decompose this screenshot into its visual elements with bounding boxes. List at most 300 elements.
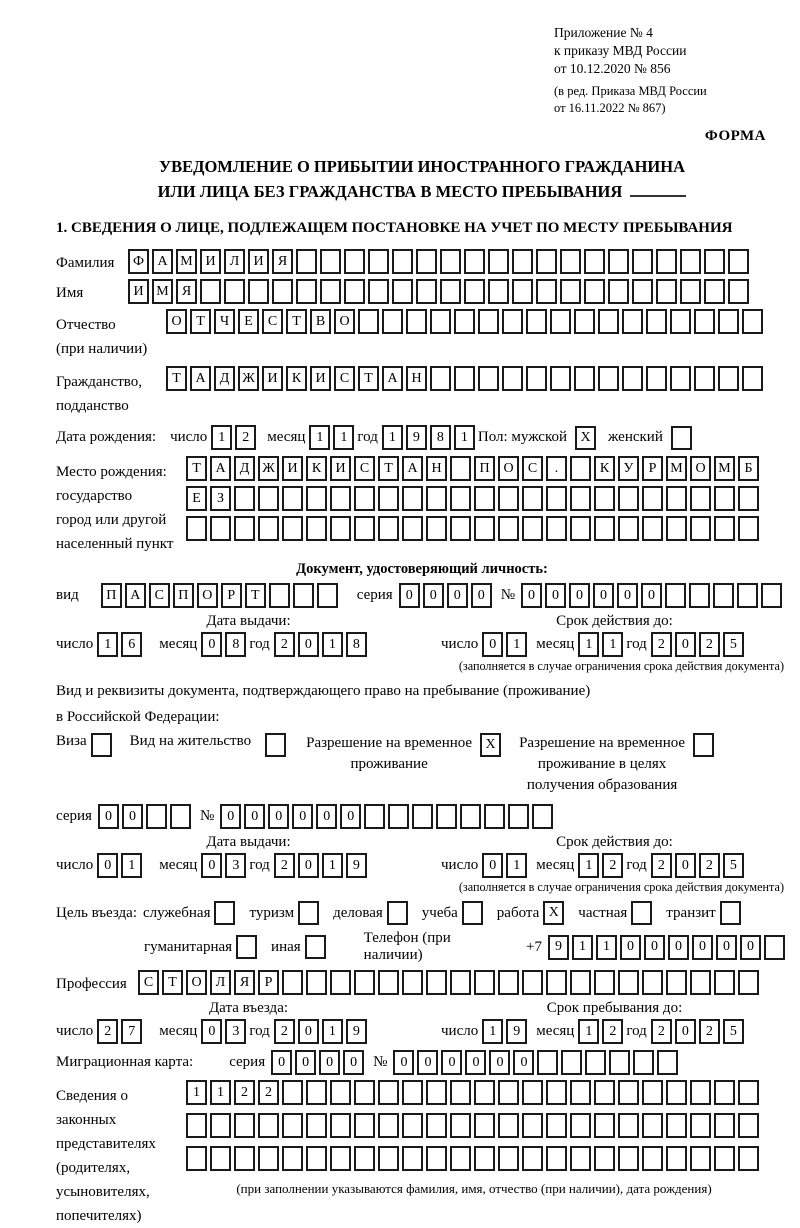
char-cell[interactable]: 0 [268,804,289,829]
char-cell[interactable]: Ж [258,456,279,481]
char-cell[interactable] [416,279,437,304]
char-cell[interactable] [570,970,591,995]
char-cell[interactable]: 2 [274,853,295,878]
char-cell[interactable] [728,249,749,274]
char-cell[interactable] [170,804,191,829]
char-cell[interactable] [498,1113,519,1138]
char-cell[interactable]: А [402,456,423,481]
char-cell[interactable] [618,516,639,541]
char-cell[interactable]: 0 [692,935,713,960]
char-cell[interactable]: 0 [482,853,503,878]
char-cell[interactable] [146,804,167,829]
char-cell[interactable] [293,583,314,608]
char-cell[interactable]: 0 [675,1019,696,1044]
char-cell[interactable]: Д [214,366,235,391]
char-cell[interactable]: Я [176,279,197,304]
char-cell[interactable]: М [666,456,687,481]
char-cell[interactable] [306,1113,327,1138]
char-cell[interactable] [584,279,605,304]
char-cell[interactable]: 0 [417,1050,438,1075]
char-cell[interactable] [200,279,221,304]
char-cell[interactable]: О [197,583,218,608]
char-cell[interactable] [570,456,591,481]
char-cell[interactable] [622,309,643,334]
char-cell[interactable]: 2 [651,1019,672,1044]
purpose-turizm-checkbox[interactable] [298,901,319,925]
char-cell[interactable]: 2 [699,632,720,657]
char-cell[interactable]: А [210,456,231,481]
char-cell[interactable] [488,279,509,304]
char-cell[interactable] [642,1146,663,1171]
char-cell[interactable]: Л [210,970,231,995]
char-cell[interactable]: М [714,456,735,481]
char-cell[interactable]: 0 [620,935,641,960]
char-cell[interactable] [282,516,303,541]
temp-permit-checkbox[interactable]: X [480,733,501,757]
char-cell[interactable] [570,516,591,541]
char-cell[interactable] [344,279,365,304]
char-cell[interactable]: 1 [578,853,599,878]
char-cell[interactable]: 0 [513,1050,534,1075]
char-cell[interactable] [713,583,734,608]
char-cell[interactable] [402,1113,423,1138]
char-cell[interactable] [550,366,571,391]
char-cell[interactable]: 1 [322,632,343,657]
char-cell[interactable]: Т [286,309,307,334]
char-cell[interactable]: К [594,456,615,481]
char-cell[interactable] [522,1113,543,1138]
char-cell[interactable] [536,249,557,274]
char-cell[interactable] [478,366,499,391]
char-cell[interactable] [464,279,485,304]
char-cell[interactable] [666,486,687,511]
char-cell[interactable] [296,279,317,304]
char-cell[interactable] [690,970,711,995]
char-cell[interactable]: Т [166,366,187,391]
char-cell[interactable] [354,970,375,995]
char-cell[interactable] [344,249,365,274]
char-cell[interactable] [632,249,653,274]
char-cell[interactable] [330,1146,351,1171]
char-cell[interactable] [585,1050,606,1075]
char-cell[interactable]: Е [238,309,259,334]
char-cell[interactable]: 2 [258,1080,279,1105]
char-cell[interactable]: Б [738,456,759,481]
char-cell[interactable]: 1 [322,1019,343,1044]
char-cell[interactable]: Я [272,249,293,274]
char-cell[interactable] [522,1146,543,1171]
char-cell[interactable] [738,970,759,995]
char-cell[interactable] [764,935,785,960]
char-cell[interactable] [317,583,338,608]
char-cell[interactable] [594,1113,615,1138]
char-cell[interactable]: У [618,456,639,481]
char-cell[interactable] [570,1146,591,1171]
char-cell[interactable] [320,279,341,304]
char-cell[interactable]: 0 [716,935,737,960]
char-cell[interactable]: П [101,583,122,608]
char-cell[interactable] [378,1080,399,1105]
char-cell[interactable] [666,970,687,995]
char-cell[interactable]: 5 [723,632,744,657]
char-cell[interactable] [718,366,739,391]
char-cell[interactable]: 0 [98,804,119,829]
char-cell[interactable] [186,1146,207,1171]
char-cell[interactable] [502,309,523,334]
char-cell[interactable] [714,1146,735,1171]
char-cell[interactable] [488,249,509,274]
char-cell[interactable]: 6 [121,632,142,657]
char-cell[interactable] [656,249,677,274]
char-cell[interactable] [454,366,475,391]
char-cell[interactable] [430,309,451,334]
char-cell[interactable] [306,486,327,511]
char-cell[interactable] [502,366,523,391]
char-cell[interactable] [440,249,461,274]
char-cell[interactable]: 2 [274,632,295,657]
char-cell[interactable]: 0 [447,583,468,608]
char-cell[interactable]: С [522,456,543,481]
char-cell[interactable] [609,1050,630,1075]
char-cell[interactable] [618,1146,639,1171]
char-cell[interactable]: А [125,583,146,608]
char-cell[interactable] [388,804,409,829]
char-cell[interactable]: 2 [699,1019,720,1044]
char-cell[interactable] [608,249,629,274]
char-cell[interactable]: 0 [201,853,222,878]
char-cell[interactable]: 1 [482,1019,503,1044]
char-cell[interactable] [406,309,427,334]
char-cell[interactable] [714,1080,735,1105]
char-cell[interactable] [474,486,495,511]
char-cell[interactable] [498,486,519,511]
char-cell[interactable] [354,486,375,511]
char-cell[interactable] [642,486,663,511]
char-cell[interactable]: Ч [214,309,235,334]
purpose-rabota-checkbox[interactable]: X [543,901,564,925]
char-cell[interactable] [330,1080,351,1105]
char-cell[interactable]: Д [234,456,255,481]
char-cell[interactable]: 0 [97,853,118,878]
char-cell[interactable]: Т [162,970,183,995]
char-cell[interactable] [546,1146,567,1171]
char-cell[interactable] [354,1080,375,1105]
char-cell[interactable] [306,970,327,995]
char-cell[interactable]: 0 [641,583,662,608]
char-cell[interactable] [258,1146,279,1171]
char-cell[interactable] [354,516,375,541]
char-cell[interactable]: С [262,309,283,334]
char-cell[interactable] [680,249,701,274]
char-cell[interactable] [537,1050,558,1075]
char-cell[interactable] [402,516,423,541]
char-cell[interactable] [258,1113,279,1138]
char-cell[interactable]: 1 [596,935,617,960]
char-cell[interactable] [738,486,759,511]
char-cell[interactable] [738,1146,759,1171]
char-cell[interactable] [224,279,245,304]
char-cell[interactable]: 8 [225,632,246,657]
char-cell[interactable] [460,804,481,829]
char-cell[interactable] [742,366,763,391]
char-cell[interactable]: Е [186,486,207,511]
char-cell[interactable] [666,516,687,541]
char-cell[interactable] [550,309,571,334]
char-cell[interactable] [474,1146,495,1171]
char-cell[interactable]: 0 [569,583,590,608]
char-cell[interactable] [526,366,547,391]
char-cell[interactable]: 9 [506,1019,527,1044]
char-cell[interactable] [546,1080,567,1105]
char-cell[interactable]: 1 [506,853,527,878]
char-cell[interactable] [330,516,351,541]
char-cell[interactable]: . [546,456,567,481]
char-cell[interactable] [738,1113,759,1138]
char-cell[interactable]: 0 [617,583,638,608]
char-cell[interactable]: 1 [97,632,118,657]
char-cell[interactable] [450,486,471,511]
char-cell[interactable]: З [210,486,231,511]
char-cell[interactable] [704,279,725,304]
char-cell[interactable] [570,1113,591,1138]
char-cell[interactable]: 5 [723,1019,744,1044]
char-cell[interactable] [306,1080,327,1105]
char-cell[interactable] [464,249,485,274]
char-cell[interactable]: А [382,366,403,391]
char-cell[interactable] [742,309,763,334]
char-cell[interactable] [714,1113,735,1138]
char-cell[interactable] [761,583,782,608]
char-cell[interactable]: П [474,456,495,481]
char-cell[interactable] [296,249,317,274]
char-cell[interactable] [574,366,595,391]
char-cell[interactable] [454,309,475,334]
char-cell[interactable] [498,970,519,995]
char-cell[interactable] [234,1146,255,1171]
char-cell[interactable]: 0 [298,853,319,878]
char-cell[interactable] [560,279,581,304]
char-cell[interactable] [646,309,667,334]
char-cell[interactable] [402,1080,423,1105]
char-cell[interactable]: 1 [210,1080,231,1105]
char-cell[interactable]: О [498,456,519,481]
char-cell[interactable] [532,804,553,829]
char-cell[interactable]: С [354,456,375,481]
char-cell[interactable] [358,309,379,334]
char-cell[interactable] [354,1146,375,1171]
char-cell[interactable]: Н [406,366,427,391]
char-cell[interactable]: 9 [346,853,367,878]
char-cell[interactable] [546,1113,567,1138]
char-cell[interactable] [646,366,667,391]
char-cell[interactable]: 0 [482,632,503,657]
char-cell[interactable] [474,1113,495,1138]
purpose-ucheba-checkbox[interactable] [462,901,483,925]
char-cell[interactable]: А [152,249,173,274]
char-cell[interactable]: 2 [651,632,672,657]
char-cell[interactable]: 0 [593,583,614,608]
char-cell[interactable]: Р [258,970,279,995]
char-cell[interactable]: 2 [602,1019,623,1044]
char-cell[interactable] [522,1080,543,1105]
char-cell[interactable] [618,486,639,511]
char-cell[interactable]: 1 [309,425,330,450]
char-cell[interactable]: 1 [186,1080,207,1105]
char-cell[interactable]: 8 [430,425,451,450]
char-cell[interactable]: 1 [572,935,593,960]
char-cell[interactable] [728,279,749,304]
char-cell[interactable]: 1 [506,632,527,657]
char-cell[interactable]: 9 [346,1019,367,1044]
char-cell[interactable]: 2 [97,1019,118,1044]
char-cell[interactable] [416,249,437,274]
char-cell[interactable] [570,486,591,511]
char-cell[interactable] [666,1146,687,1171]
char-cell[interactable] [440,279,461,304]
char-cell[interactable] [426,1080,447,1105]
char-cell[interactable]: 0 [319,1050,340,1075]
char-cell[interactable] [694,309,715,334]
char-cell[interactable]: 1 [578,1019,599,1044]
char-cell[interactable] [210,516,231,541]
char-cell[interactable] [450,970,471,995]
char-cell[interactable]: 0 [271,1050,292,1075]
char-cell[interactable] [498,1146,519,1171]
char-cell[interactable]: М [152,279,173,304]
char-cell[interactable] [584,249,605,274]
char-cell[interactable]: 1 [578,632,599,657]
char-cell[interactable]: 0 [675,853,696,878]
char-cell[interactable]: 0 [298,1019,319,1044]
char-cell[interactable] [546,516,567,541]
char-cell[interactable] [598,309,619,334]
char-cell[interactable]: 1 [454,425,475,450]
char-cell[interactable]: 0 [545,583,566,608]
char-cell[interactable] [330,486,351,511]
char-cell[interactable]: Р [221,583,242,608]
char-cell[interactable]: М [176,249,197,274]
char-cell[interactable] [656,279,677,304]
char-cell[interactable]: 0 [316,804,337,829]
char-cell[interactable]: П [173,583,194,608]
char-cell[interactable] [737,583,758,608]
char-cell[interactable] [704,249,725,274]
char-cell[interactable] [498,516,519,541]
char-cell[interactable]: 1 [382,425,403,450]
char-cell[interactable] [210,1146,231,1171]
char-cell[interactable] [642,1080,663,1105]
char-cell[interactable] [426,970,447,995]
char-cell[interactable]: 0 [489,1050,510,1075]
char-cell[interactable]: И [248,249,269,274]
char-cell[interactable] [657,1050,678,1075]
char-cell[interactable]: 0 [399,583,420,608]
char-cell[interactable]: И [128,279,149,304]
char-cell[interactable]: Н [426,456,447,481]
char-cell[interactable]: 5 [723,853,744,878]
char-cell[interactable] [272,279,293,304]
char-cell[interactable] [694,366,715,391]
char-cell[interactable] [378,516,399,541]
char-cell[interactable]: 3 [225,853,246,878]
char-cell[interactable]: 1 [602,632,623,657]
char-cell[interactable]: 0 [220,804,241,829]
char-cell[interactable] [392,279,413,304]
sex-male-checkbox[interactable]: X [575,426,596,450]
char-cell[interactable]: 2 [235,425,256,450]
char-cell[interactable] [282,1146,303,1171]
char-cell[interactable] [594,486,615,511]
char-cell[interactable]: А [190,366,211,391]
char-cell[interactable]: 0 [740,935,761,960]
char-cell[interactable]: И [330,456,351,481]
char-cell[interactable] [426,516,447,541]
char-cell[interactable] [450,1146,471,1171]
char-cell[interactable] [402,1146,423,1171]
char-cell[interactable]: 1 [333,425,354,450]
char-cell[interactable]: 0 [393,1050,414,1075]
char-cell[interactable] [690,486,711,511]
char-cell[interactable]: К [306,456,327,481]
char-cell[interactable] [478,309,499,334]
char-cell[interactable] [665,583,686,608]
char-cell[interactable]: 7 [121,1019,142,1044]
char-cell[interactable] [526,309,547,334]
char-cell[interactable]: 0 [465,1050,486,1075]
visa-checkbox[interactable] [91,733,112,757]
char-cell[interactable] [320,249,341,274]
char-cell[interactable]: 2 [234,1080,255,1105]
char-cell[interactable] [234,486,255,511]
char-cell[interactable] [608,279,629,304]
char-cell[interactable]: 3 [225,1019,246,1044]
char-cell[interactable]: О [166,309,187,334]
purpose-tranzit-checkbox[interactable] [720,901,741,925]
char-cell[interactable] [378,970,399,995]
char-cell[interactable] [690,1113,711,1138]
char-cell[interactable] [618,1113,639,1138]
char-cell[interactable] [680,279,701,304]
edu-permit-checkbox[interactable] [693,733,714,757]
char-cell[interactable] [210,1113,231,1138]
char-cell[interactable]: 0 [343,1050,364,1075]
char-cell[interactable] [330,970,351,995]
char-cell[interactable]: 8 [346,632,367,657]
char-cell[interactable] [450,1113,471,1138]
char-cell[interactable] [633,1050,654,1075]
char-cell[interactable] [522,516,543,541]
char-cell[interactable]: 2 [274,1019,295,1044]
char-cell[interactable]: 9 [548,935,569,960]
char-cell[interactable] [234,1113,255,1138]
char-cell[interactable] [436,804,457,829]
char-cell[interactable]: 2 [699,853,720,878]
char-cell[interactable]: К [286,366,307,391]
char-cell[interactable]: Т [378,456,399,481]
char-cell[interactable]: 1 [211,425,232,450]
char-cell[interactable]: 0 [441,1050,462,1075]
char-cell[interactable]: С [334,366,355,391]
char-cell[interactable]: 0 [644,935,665,960]
char-cell[interactable] [282,970,303,995]
char-cell[interactable] [570,1080,591,1105]
char-cell[interactable] [522,486,543,511]
char-cell[interactable] [306,1146,327,1171]
char-cell[interactable]: 0 [521,583,542,608]
char-cell[interactable] [714,516,735,541]
char-cell[interactable]: Т [186,456,207,481]
char-cell[interactable] [248,279,269,304]
